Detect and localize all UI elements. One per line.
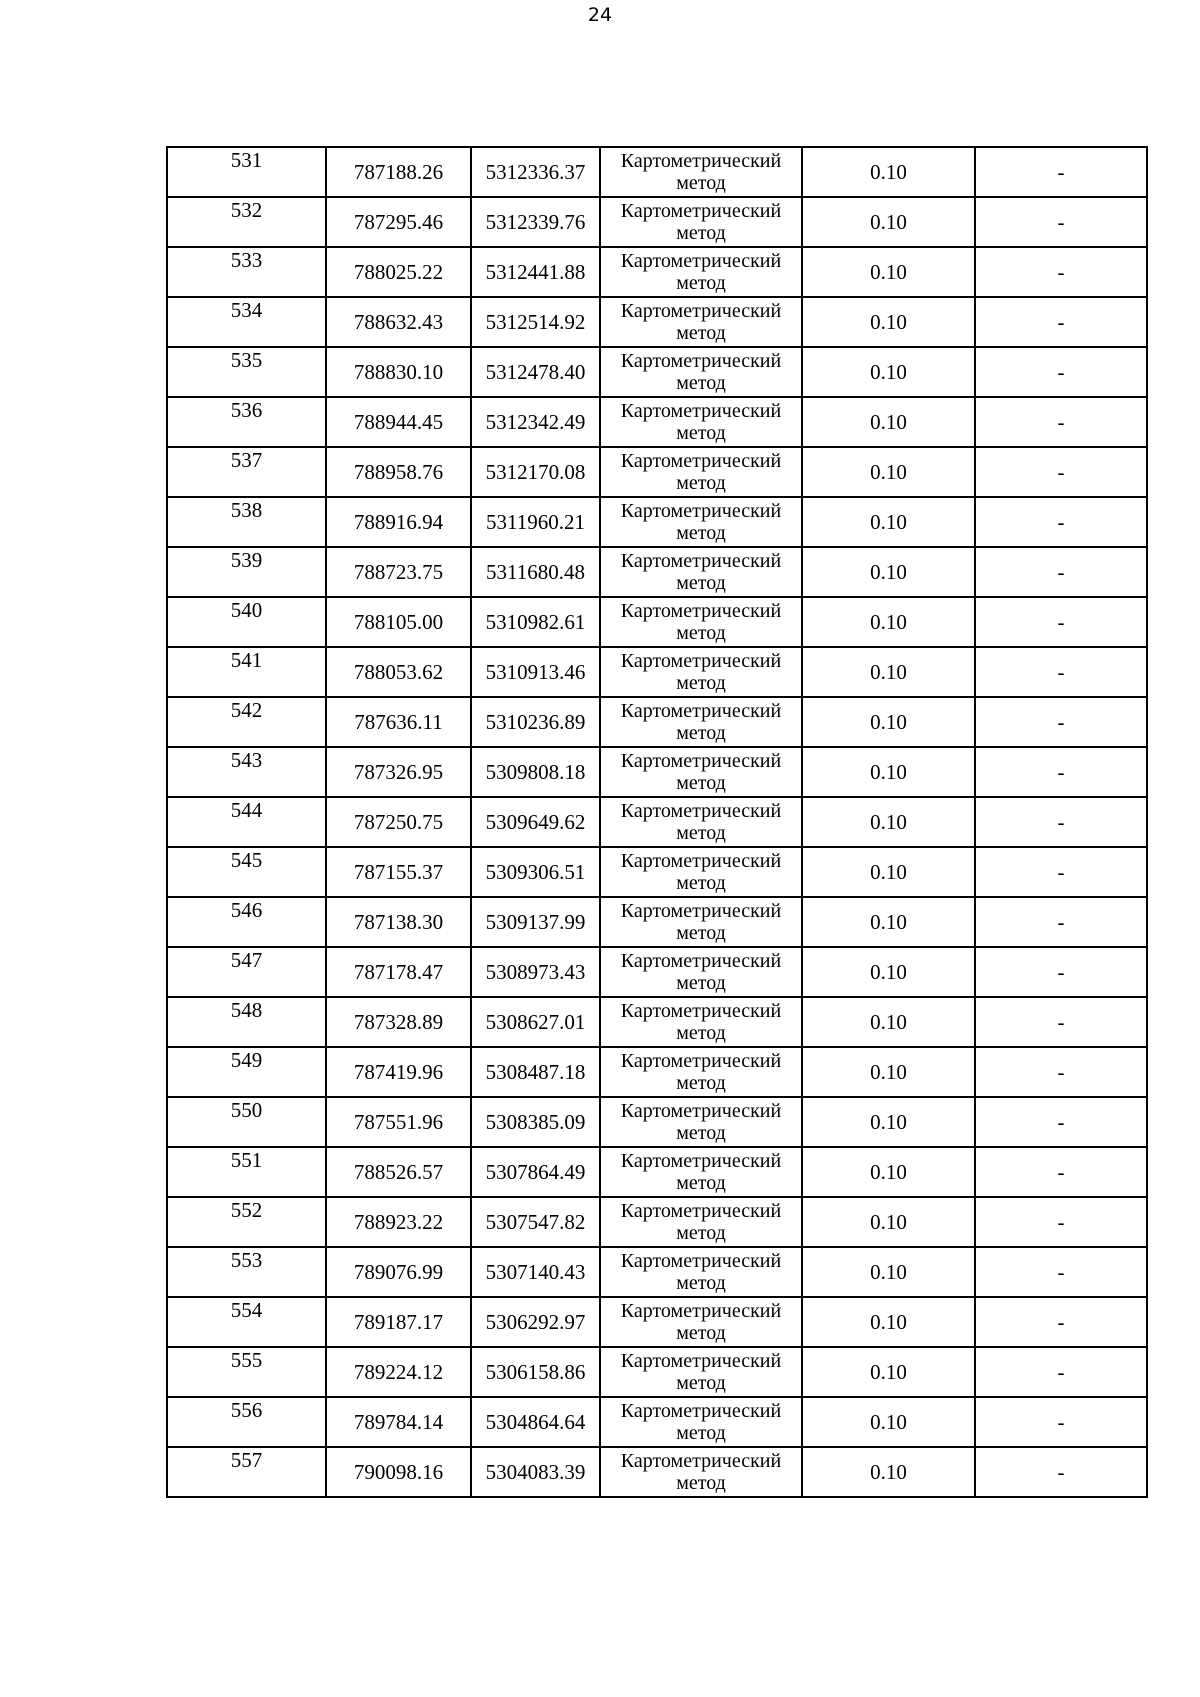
table-row bbox=[167, 297, 1147, 347]
accuracy-cell: 0.10 bbox=[802, 1397, 975, 1447]
point-number-cell: 557 bbox=[167, 1447, 326, 1497]
accuracy-cell: 0.10 bbox=[802, 197, 975, 247]
method-line-1: Картометрический bbox=[620, 900, 782, 922]
point-number-cell: 534 bbox=[167, 297, 326, 347]
page-number: 24 bbox=[587, 4, 613, 26]
method-line-1: Картометрический bbox=[620, 1000, 782, 1022]
point-number-cell: 554 bbox=[167, 1297, 326, 1347]
x-coordinate-cell: 787636.11 bbox=[326, 697, 471, 747]
accuracy-cell: 0.10 bbox=[802, 447, 975, 497]
note-cell: - bbox=[975, 997, 1147, 1047]
table-row bbox=[167, 347, 1147, 397]
x-coordinate-cell: 787419.96 bbox=[326, 1047, 471, 1097]
note-cell: - bbox=[975, 397, 1147, 447]
y-coordinate-cell: 5306158.86 bbox=[471, 1347, 600, 1397]
method-line-2: метод bbox=[676, 272, 726, 294]
method-cell bbox=[600, 1197, 802, 1247]
y-coordinate-cell: 5307864.49 bbox=[471, 1147, 600, 1197]
method-line-1: Картометрический bbox=[620, 850, 782, 872]
accuracy-cell: 0.10 bbox=[802, 997, 975, 1047]
method-line-1: Картометрический bbox=[620, 750, 782, 772]
method-cell bbox=[600, 497, 802, 547]
point-number-cell: 531 bbox=[167, 147, 326, 197]
method-cell bbox=[600, 447, 802, 497]
table-row bbox=[167, 1297, 1147, 1347]
accuracy-cell: 0.10 bbox=[802, 147, 975, 197]
accuracy-cell: 0.10 bbox=[802, 1447, 975, 1497]
method-line-2: метод bbox=[676, 572, 726, 594]
method-cell bbox=[600, 997, 802, 1047]
method-cell bbox=[600, 1247, 802, 1297]
method-line-2: метод bbox=[676, 922, 726, 944]
method-line-1: Картометрический bbox=[620, 1200, 782, 1222]
note-cell: - bbox=[975, 847, 1147, 897]
x-coordinate-cell: 788916.94 bbox=[326, 497, 471, 547]
method-line-2: метод bbox=[676, 1372, 726, 1394]
method-line-1: Картометрический bbox=[620, 1400, 782, 1422]
method-cell bbox=[600, 747, 802, 797]
method-cell bbox=[600, 1297, 802, 1347]
accuracy-cell: 0.10 bbox=[802, 1347, 975, 1397]
y-coordinate-cell: 5309808.18 bbox=[471, 747, 600, 797]
method-line-2: метод bbox=[676, 1272, 726, 1294]
method-cell bbox=[600, 197, 802, 247]
y-coordinate-cell: 5309137.99 bbox=[471, 897, 600, 947]
method-line-2: метод bbox=[676, 722, 726, 744]
method-line-2: метод bbox=[676, 672, 726, 694]
method-line-2: метод bbox=[676, 1122, 726, 1144]
point-number-cell: 538 bbox=[167, 497, 326, 547]
y-coordinate-cell: 5312342.49 bbox=[471, 397, 600, 447]
method-cell bbox=[600, 1447, 802, 1497]
point-number-cell: 556 bbox=[167, 1397, 326, 1447]
table-row bbox=[167, 197, 1147, 247]
method-line-1: Картометрический bbox=[620, 1100, 782, 1122]
note-cell: - bbox=[975, 547, 1147, 597]
method-line-2: метод bbox=[676, 522, 726, 544]
accuracy-cell: 0.10 bbox=[802, 1297, 975, 1347]
accuracy-cell: 0.10 bbox=[802, 347, 975, 397]
y-coordinate-cell: 5312339.76 bbox=[471, 197, 600, 247]
x-coordinate-cell: 788958.76 bbox=[326, 447, 471, 497]
note-cell: - bbox=[975, 747, 1147, 797]
note-cell: - bbox=[975, 1197, 1147, 1247]
method-line-2: метод bbox=[676, 372, 726, 394]
y-coordinate-cell: 5307140.43 bbox=[471, 1247, 600, 1297]
table-row bbox=[167, 1247, 1147, 1297]
point-number-cell: 542 bbox=[167, 697, 326, 747]
y-coordinate-cell: 5304083.39 bbox=[471, 1447, 600, 1497]
method-line-2: метод bbox=[676, 1472, 726, 1494]
note-cell: - bbox=[975, 1147, 1147, 1197]
accuracy-cell: 0.10 bbox=[802, 547, 975, 597]
point-number-cell: 545 bbox=[167, 847, 326, 897]
accuracy-cell: 0.10 bbox=[802, 647, 975, 697]
method-line-1: Картометрический bbox=[620, 400, 782, 422]
y-coordinate-cell: 5306292.97 bbox=[471, 1297, 600, 1347]
table-row bbox=[167, 397, 1147, 447]
point-number-cell: 551 bbox=[167, 1147, 326, 1197]
method-line-1: Картометрический bbox=[620, 800, 782, 822]
method-line-2: метод bbox=[676, 1222, 726, 1244]
point-number-cell: 547 bbox=[167, 947, 326, 997]
point-number-cell: 543 bbox=[167, 747, 326, 797]
point-number-cell: 550 bbox=[167, 1097, 326, 1147]
method-line-1: Картометрический bbox=[620, 1150, 782, 1172]
method-line-1: Картометрический bbox=[620, 950, 782, 972]
y-coordinate-cell: 5312514.92 bbox=[471, 297, 600, 347]
note-cell: - bbox=[975, 497, 1147, 547]
method-line-1: Картометрический bbox=[620, 1350, 782, 1372]
table-row bbox=[167, 1347, 1147, 1397]
table-row bbox=[167, 1447, 1147, 1497]
note-cell: - bbox=[975, 1097, 1147, 1147]
table-row bbox=[167, 897, 1147, 947]
point-number-cell: 532 bbox=[167, 197, 326, 247]
method-line-1: Картометрический bbox=[620, 450, 782, 472]
x-coordinate-cell: 787295.46 bbox=[326, 197, 471, 247]
table-row bbox=[167, 797, 1147, 847]
method-cell bbox=[600, 297, 802, 347]
method-cell bbox=[600, 647, 802, 697]
method-line-2: метод bbox=[676, 322, 726, 344]
x-coordinate-cell: 788105.00 bbox=[326, 597, 471, 647]
y-coordinate-cell: 5312441.88 bbox=[471, 247, 600, 297]
table-row bbox=[167, 697, 1147, 747]
note-cell: - bbox=[975, 1297, 1147, 1347]
x-coordinate-cell: 787250.75 bbox=[326, 797, 471, 847]
method-line-2: метод bbox=[676, 172, 726, 194]
accuracy-cell: 0.10 bbox=[802, 1197, 975, 1247]
y-coordinate-cell: 5308385.09 bbox=[471, 1097, 600, 1147]
table-body bbox=[167, 147, 1147, 1497]
accuracy-cell: 0.10 bbox=[802, 497, 975, 547]
x-coordinate-cell: 788923.22 bbox=[326, 1197, 471, 1247]
method-line-2: метод bbox=[676, 822, 726, 844]
x-coordinate-cell: 788723.75 bbox=[326, 547, 471, 597]
method-line-2: метод bbox=[676, 1322, 726, 1344]
method-cell bbox=[600, 247, 802, 297]
x-coordinate-cell: 787326.95 bbox=[326, 747, 471, 797]
note-cell: - bbox=[975, 1247, 1147, 1297]
method-cell bbox=[600, 397, 802, 447]
table-row bbox=[167, 647, 1147, 697]
point-number-cell: 537 bbox=[167, 447, 326, 497]
method-cell bbox=[600, 847, 802, 897]
table-row bbox=[167, 1397, 1147, 1447]
table-row bbox=[167, 747, 1147, 797]
note-cell: - bbox=[975, 947, 1147, 997]
x-coordinate-cell: 788526.57 bbox=[326, 1147, 471, 1197]
accuracy-cell: 0.10 bbox=[802, 897, 975, 947]
point-number-cell: 539 bbox=[167, 547, 326, 597]
method-line-2: метод bbox=[676, 872, 726, 894]
accuracy-cell: 0.10 bbox=[802, 397, 975, 447]
coordinates-table bbox=[166, 146, 1148, 1498]
note-cell: - bbox=[975, 297, 1147, 347]
point-number-cell: 548 bbox=[167, 997, 326, 1047]
note-cell: - bbox=[975, 347, 1147, 397]
note-cell: - bbox=[975, 1047, 1147, 1097]
y-coordinate-cell: 5311680.48 bbox=[471, 547, 600, 597]
y-coordinate-cell: 5310982.61 bbox=[471, 597, 600, 647]
y-coordinate-cell: 5311960.21 bbox=[471, 497, 600, 547]
table-row bbox=[167, 247, 1147, 297]
note-cell: - bbox=[975, 647, 1147, 697]
method-cell bbox=[600, 1047, 802, 1097]
accuracy-cell: 0.10 bbox=[802, 697, 975, 747]
method-cell bbox=[600, 697, 802, 747]
y-coordinate-cell: 5312478.40 bbox=[471, 347, 600, 397]
point-number-cell: 540 bbox=[167, 597, 326, 647]
note-cell: - bbox=[975, 447, 1147, 497]
y-coordinate-cell: 5312170.08 bbox=[471, 447, 600, 497]
method-line-1: Картометрический bbox=[620, 500, 782, 522]
method-line-2: метод bbox=[676, 472, 726, 494]
table-row bbox=[167, 1147, 1147, 1197]
note-cell: - bbox=[975, 1347, 1147, 1397]
point-number-cell: 546 bbox=[167, 897, 326, 947]
method-line-1: Картометрический bbox=[620, 1450, 782, 1472]
x-coordinate-cell: 789076.99 bbox=[326, 1247, 471, 1297]
method-cell bbox=[600, 1397, 802, 1447]
accuracy-cell: 0.10 bbox=[802, 1047, 975, 1097]
x-coordinate-cell: 788025.22 bbox=[326, 247, 471, 297]
method-line-1: Картометрический bbox=[620, 250, 782, 272]
accuracy-cell: 0.10 bbox=[802, 1247, 975, 1297]
y-coordinate-cell: 5308627.01 bbox=[471, 997, 600, 1047]
point-number-cell: 533 bbox=[167, 247, 326, 297]
y-coordinate-cell: 5312336.37 bbox=[471, 147, 600, 197]
y-coordinate-cell: 5310913.46 bbox=[471, 647, 600, 697]
method-cell bbox=[600, 347, 802, 397]
method-line-1: Картометрический bbox=[620, 550, 782, 572]
method-line-1: Картометрический bbox=[620, 350, 782, 372]
y-coordinate-cell: 5304864.64 bbox=[471, 1397, 600, 1447]
x-coordinate-cell: 789224.12 bbox=[326, 1347, 471, 1397]
method-line-2: метод bbox=[676, 772, 726, 794]
note-cell: - bbox=[975, 797, 1147, 847]
y-coordinate-cell: 5309306.51 bbox=[471, 847, 600, 897]
x-coordinate-cell: 788632.43 bbox=[326, 297, 471, 347]
method-cell bbox=[600, 947, 802, 997]
method-cell bbox=[600, 597, 802, 647]
method-cell bbox=[600, 147, 802, 197]
method-cell bbox=[600, 1097, 802, 1147]
method-cell bbox=[600, 1347, 802, 1397]
table-row bbox=[167, 597, 1147, 647]
x-coordinate-cell: 787188.26 bbox=[326, 147, 471, 197]
accuracy-cell: 0.10 bbox=[802, 947, 975, 997]
accuracy-cell: 0.10 bbox=[802, 597, 975, 647]
method-line-2: метод bbox=[676, 1022, 726, 1044]
x-coordinate-cell: 787328.89 bbox=[326, 997, 471, 1047]
x-coordinate-cell: 788053.62 bbox=[326, 647, 471, 697]
table-row bbox=[167, 497, 1147, 547]
note-cell: - bbox=[975, 697, 1147, 747]
point-number-cell: 536 bbox=[167, 397, 326, 447]
note-cell: - bbox=[975, 1447, 1147, 1497]
y-coordinate-cell: 5310236.89 bbox=[471, 697, 600, 747]
table-row bbox=[167, 1097, 1147, 1147]
x-coordinate-cell: 788944.45 bbox=[326, 397, 471, 447]
method-line-1: Картометрический bbox=[620, 600, 782, 622]
note-cell: - bbox=[975, 197, 1147, 247]
note-cell: - bbox=[975, 897, 1147, 947]
point-number-cell: 549 bbox=[167, 1047, 326, 1097]
table-row bbox=[167, 997, 1147, 1047]
x-coordinate-cell: 787551.96 bbox=[326, 1097, 471, 1147]
method-line-2: метод bbox=[676, 222, 726, 244]
accuracy-cell: 0.10 bbox=[802, 1097, 975, 1147]
method-line-1: Картометрический bbox=[620, 700, 782, 722]
method-line-2: метод bbox=[676, 1422, 726, 1444]
x-coordinate-cell: 789187.17 bbox=[326, 1297, 471, 1347]
method-line-1: Картометрический bbox=[620, 650, 782, 672]
table-row bbox=[167, 947, 1147, 997]
point-number-cell: 544 bbox=[167, 797, 326, 847]
point-number-cell: 535 bbox=[167, 347, 326, 397]
method-line-1: Картометрический bbox=[620, 150, 782, 172]
method-line-1: Картометрический bbox=[620, 200, 782, 222]
table-row bbox=[167, 447, 1147, 497]
y-coordinate-cell: 5308973.43 bbox=[471, 947, 600, 997]
table-row bbox=[167, 147, 1147, 197]
note-cell: - bbox=[975, 597, 1147, 647]
y-coordinate-cell: 5307547.82 bbox=[471, 1197, 600, 1247]
accuracy-cell: 0.10 bbox=[802, 247, 975, 297]
point-number-cell: 555 bbox=[167, 1347, 326, 1397]
point-number-cell: 553 bbox=[167, 1247, 326, 1297]
accuracy-cell: 0.10 bbox=[802, 297, 975, 347]
table-row bbox=[167, 547, 1147, 597]
table-row bbox=[167, 847, 1147, 897]
method-line-1: Картометрический bbox=[620, 1300, 782, 1322]
method-cell bbox=[600, 547, 802, 597]
accuracy-cell: 0.10 bbox=[802, 797, 975, 847]
point-number-cell: 552 bbox=[167, 1197, 326, 1247]
method-line-2: метод bbox=[676, 972, 726, 994]
method-line-2: метод bbox=[676, 622, 726, 644]
table-row bbox=[167, 1047, 1147, 1097]
note-cell: - bbox=[975, 1397, 1147, 1447]
method-line-1: Картометрический bbox=[620, 300, 782, 322]
method-cell bbox=[600, 797, 802, 847]
method-line-1: Картометрический bbox=[620, 1050, 782, 1072]
table-row bbox=[167, 1197, 1147, 1247]
y-coordinate-cell: 5309649.62 bbox=[471, 797, 600, 847]
accuracy-cell: 0.10 bbox=[802, 1147, 975, 1197]
note-cell: - bbox=[975, 147, 1147, 197]
x-coordinate-cell: 787178.47 bbox=[326, 947, 471, 997]
x-coordinate-cell: 790098.16 bbox=[326, 1447, 471, 1497]
method-line-2: метод bbox=[676, 1072, 726, 1094]
y-coordinate-cell: 5308487.18 bbox=[471, 1047, 600, 1097]
method-line-1: Картометрический bbox=[620, 1250, 782, 1272]
point-number-cell: 541 bbox=[167, 647, 326, 697]
accuracy-cell: 0.10 bbox=[802, 847, 975, 897]
accuracy-cell: 0.10 bbox=[802, 747, 975, 797]
x-coordinate-cell: 788830.10 bbox=[326, 347, 471, 397]
method-line-2: метод bbox=[676, 422, 726, 444]
x-coordinate-cell: 787138.30 bbox=[326, 897, 471, 947]
method-cell bbox=[600, 1147, 802, 1197]
method-cell bbox=[600, 897, 802, 947]
note-cell: - bbox=[975, 247, 1147, 297]
x-coordinate-cell: 787155.37 bbox=[326, 847, 471, 897]
method-line-2: метод bbox=[676, 1172, 726, 1194]
x-coordinate-cell: 789784.14 bbox=[326, 1397, 471, 1447]
